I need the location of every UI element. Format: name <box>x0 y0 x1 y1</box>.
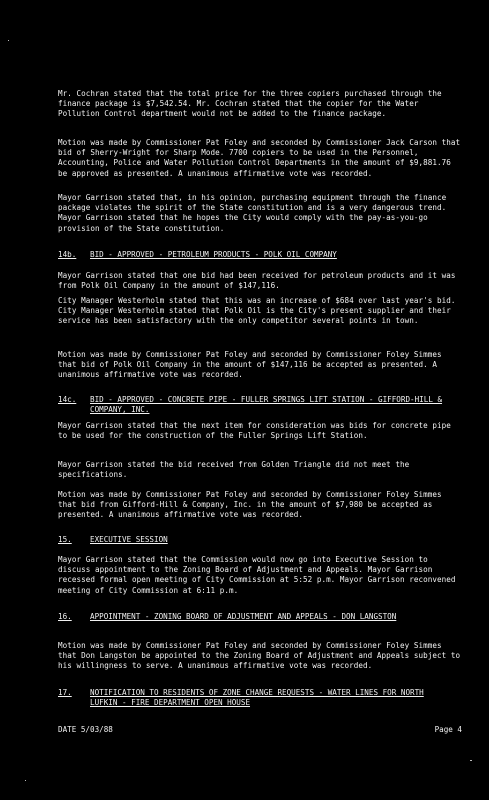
footer-page-number: Page 4 <box>434 725 462 734</box>
heading-number: 16. <box>58 612 72 621</box>
heading-title: BID - APPROVED - PETROLEUM PRODUCTS - POLK OIL COMPANY <box>90 250 337 259</box>
heading-14c <box>58 395 462 415</box>
paragraph-pipe-specs: Mayor Garrison stated the bid received from Golden Triangle did not meet the specifications. <box>58 460 410 480</box>
scan-speck <box>470 760 472 761</box>
heading-title: EXECUTIVE SESSION <box>90 535 168 544</box>
footer-date: DATE 5/03/88 <box>58 725 113 734</box>
heading-number: 14c. <box>58 395 77 404</box>
heading-title: APPOINTMENT - ZONING BOARD OF ADJUSTMENT AND APPEALS - DON LANGSTON <box>90 612 397 621</box>
paragraph-copier-total: Mr. Cochran stated that the total price for the three copiers purchased through the finance package is $7,542.54. Mr. Cochran stated that the copier for the Water Pollution Control department would not be added to the finance package. <box>58 89 442 119</box>
paragraph-pipe-intro: Mayor Garrison stated that the next item for consideration was bids for concrete pipe to be used for the construction of the Fuller Springs Lift Station. <box>58 421 451 441</box>
paragraph-mayor-finance: Mayor Garrison stated that, in his opinion, purchasing equipment through the finance package violates the spirit of the State constitution and is a very dangerous trend. Mayor Garrison stated that he hopes the City would comply with the pay-as-you-go provision of the State constitution. <box>58 193 447 233</box>
paragraph-copier-motion: Motion was made by Commissioner Pat Foley and seconded by Commissioner Jack Carson that bid of Sherry-Wright for Sharp Mode. 7700 copiers to be used in the Personnel, Accounting, Police and Water Pollution Control Departments in the amount of $9,881.76 be approved as presented. A unanimous affirmative vote was recorded. <box>58 138 461 178</box>
paragraph-executive-session: Mayor Garrison stated that the Commission would now go into Executive Session to discuss appointment to the Zoning Board of Adjustment and Appeals. Mayor Garrison recessed formal open meeting of City Commission at 5:52 p.m. Mayor Garrison reconvened meeting of City Commission at 6:11 p.m. <box>58 555 456 595</box>
heading-title: BID - APPROVED - CONCRETE PIPE - FULLER SPRINGS LIFT STATION - GIFFORD-HILL & COMPANY, INC. <box>90 395 443 415</box>
paragraph-petroleum-bid: Mayor Garrison stated that one bid had been received for petroleum products and it was from Polk Oil Company in the amount of $147,116. <box>58 271 456 291</box>
paragraph-pipe-motion: Motion was made by Commissioner Pat Foley and seconded by Commissioner Foley Simmes that bid from Gifford-Hill & Company, Inc. in the amount of $7,980 be accepted as presented. A unanimous affirmative vote was recorded. <box>58 490 442 520</box>
heading-number: 17. <box>58 688 72 697</box>
heading-16 <box>58 612 462 622</box>
heading-15 <box>58 535 462 545</box>
paragraph-petroleum-motion: Motion was made by Commissioner Pat Foley and seconded by Commissioner Foley Simmes that bid of Polk Oil Company in the amount of $147,116 be accepted as presented. A unanimous affirmative vote was recorded. <box>58 350 442 380</box>
page-footer <box>58 725 462 735</box>
paragraph-petroleum-increase: City Manager Westerholm stated that this was an increase of $684 over last year's bid. City Manager Westerholm stated that Polk Oil is the City's present supplier and their service has been satisfactory with the only competitor several points in town. <box>58 296 456 326</box>
heading-14b <box>58 250 462 260</box>
scan-speck <box>8 40 9 41</box>
paragraph-appointment-motion: Motion was made by Commissioner Pat Foley and seconded by Commissioner Foley Simmes that Don Langston be appointed to the Zoning Board of Adjustment and Appeals subject to his willingness to serve. A unanimous affirmative vote was recorded. <box>58 641 461 671</box>
heading-title: NOTIFICATION TO RESIDENTS OF ZONE CHANGE REQUESTS - WATER LINES FOR NORTH LUFKIN - FIRE DEPARTMENT OPEN HOUSE <box>90 688 424 708</box>
scan-speck <box>25 780 26 781</box>
heading-17 <box>58 688 462 708</box>
heading-number: 14b. <box>58 250 77 259</box>
heading-number: 15. <box>58 535 72 544</box>
